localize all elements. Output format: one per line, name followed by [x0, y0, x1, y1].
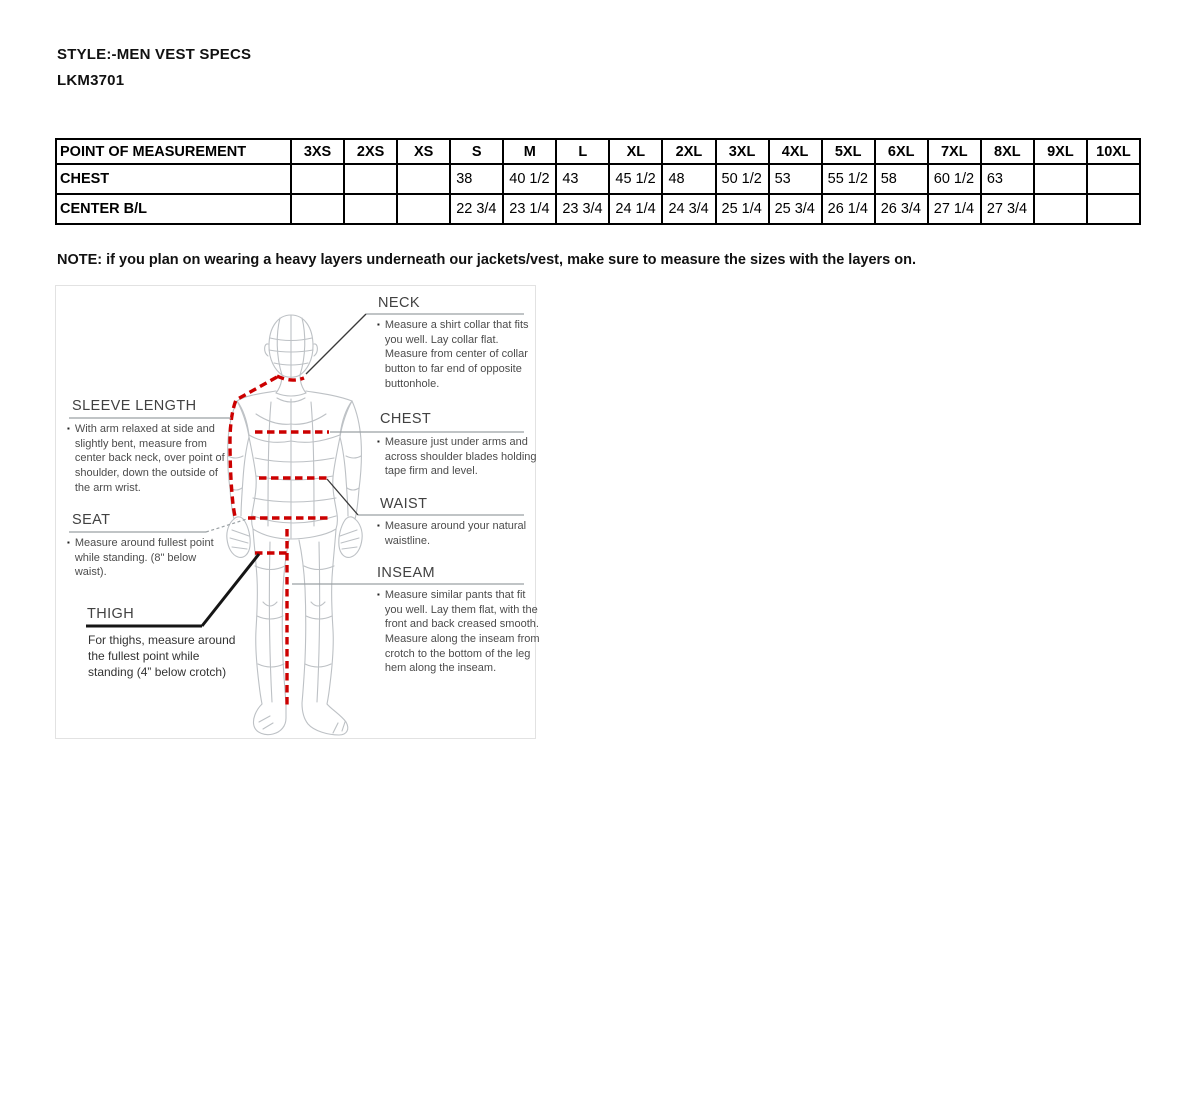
- table-cell: 50 1/2: [716, 164, 769, 194]
- col-size: XS: [397, 139, 450, 164]
- table-cell: 27 3/4: [981, 194, 1034, 224]
- col-size: M: [503, 139, 556, 164]
- table-cell: [291, 194, 344, 224]
- table-cell: [344, 164, 397, 194]
- col-size: 6XL: [875, 139, 928, 164]
- col-size: 3XS: [291, 139, 344, 164]
- bullet-icon: ▪: [67, 424, 70, 433]
- measurement-desc-waist: ▪ Measure around your natural waistline.: [377, 520, 527, 547]
- table-cell: [344, 194, 397, 224]
- table-cell: 53: [769, 164, 822, 194]
- bullet-icon: ▪: [377, 320, 380, 329]
- table-cell: [1087, 194, 1140, 224]
- table-cell: 23 3/4: [556, 194, 609, 224]
- col-size: 10XL: [1087, 139, 1140, 164]
- note-text: NOTE: if you plan on wearing a heavy layers underneath our jackets/vest, make sure to measure the sizes with the layers on.: [57, 252, 917, 268]
- mannequin-outline: [227, 315, 362, 735]
- measurement-label-thigh: THIGH: [87, 606, 135, 622]
- size-spec-table: [55, 138, 1141, 225]
- col-size: L: [556, 139, 609, 164]
- table-row-center-bl: [56, 194, 1140, 224]
- table-cell: 63: [981, 164, 1034, 194]
- measurement-desc-neck: ▪ Measure a shirt collar that fits you well. Lay collar flat. Measure from center of collar button to far end of opposite buttonhole.: [377, 319, 529, 390]
- table-cell: [397, 164, 450, 194]
- table-cell: 48: [662, 164, 715, 194]
- measurement-desc-thigh: For thighs, measure around the fullest point while standing (4” below crotch): [88, 633, 236, 679]
- table-cell: 60 1/2: [928, 164, 981, 194]
- table-cell: 26 1/4: [822, 194, 875, 224]
- table-cell: [1034, 194, 1087, 224]
- table-cell: [1087, 164, 1140, 194]
- measurement-label-inseam: INSEAM: [377, 565, 435, 581]
- table-cell: 26 3/4: [875, 194, 928, 224]
- measurement-label-neck: NECK: [378, 295, 420, 311]
- measurement-desc-sleeve-length: ▪ With arm relaxed at side and slightly bent, measure from center back neck, over point of shoulder, down the outside of the arm wrist.: [67, 423, 225, 494]
- page-title: STYLE:-MEN VEST SPECS: [57, 46, 252, 63]
- col-point-of-measurement: POINT OF MEASUREMENT: [56, 139, 291, 164]
- table-cell: 55 1/2: [822, 164, 875, 194]
- measurement-desc-seat: ▪ Measure around fullest point while standing. (8" below waist).: [67, 537, 214, 579]
- table-cell: 24 3/4: [662, 194, 715, 224]
- measurement-lines: [230, 376, 332, 705]
- bullet-icon: ▪: [377, 590, 380, 599]
- col-size: S: [450, 139, 503, 164]
- table-cell: [1034, 164, 1087, 194]
- bullet-icon: ▪: [377, 437, 380, 446]
- table-cell: [291, 164, 344, 194]
- measurement-label-chest: CHEST: [380, 411, 432, 427]
- col-size: XL: [609, 139, 662, 164]
- style-code: LKM3701: [57, 72, 125, 89]
- table-cell: 38: [450, 164, 503, 194]
- table-cell: 25 3/4: [769, 194, 822, 224]
- table-cell: [397, 194, 450, 224]
- measurement-diagram: [55, 285, 540, 739]
- col-size: 7XL: [928, 139, 981, 164]
- col-size: 2XS: [344, 139, 397, 164]
- row-label: CHEST: [56, 164, 291, 194]
- table-cell: 25 1/4: [716, 194, 769, 224]
- col-size: 2XL: [662, 139, 715, 164]
- table-cell: 24 1/4: [609, 194, 662, 224]
- table-cell: 23 1/4: [503, 194, 556, 224]
- table-header-row: [56, 139, 1140, 164]
- bullet-icon: ▪: [377, 521, 380, 530]
- col-size: 9XL: [1034, 139, 1087, 164]
- table-cell: 40 1/2: [503, 164, 556, 194]
- col-size: 5XL: [822, 139, 875, 164]
- measurement-label-seat: SEAT: [72, 512, 111, 528]
- row-label: CENTER B/L: [56, 194, 291, 224]
- measurement-desc-chest: ▪ Measure just under arms and across shoulder blades holding tape firm and level.: [377, 436, 537, 478]
- measurement-label-waist: WAIST: [380, 496, 428, 512]
- table-row-chest: [56, 164, 1140, 194]
- table-cell: 27 1/4: [928, 194, 981, 224]
- col-size: 8XL: [981, 139, 1034, 164]
- table-cell: 22 3/4: [450, 194, 503, 224]
- waist-leader-line: [327, 479, 358, 515]
- table-cell: 45 1/2: [609, 164, 662, 194]
- measurement-desc-inseam: ▪ Measure similar pants that fit you well. Lay them flat, with the front and back creased smooth. Measure along the inseam from crotch to the bottom of the leg hem along the inseam.: [377, 589, 540, 675]
- seat-leader-line: [206, 519, 247, 532]
- bullet-icon: ▪: [67, 538, 70, 547]
- table-cell: 58: [875, 164, 928, 194]
- measurement-label-sleeve-length: SLEEVE LENGTH: [72, 398, 197, 414]
- col-size: 4XL: [769, 139, 822, 164]
- table-cell: 43: [556, 164, 609, 194]
- col-size: 3XL: [716, 139, 769, 164]
